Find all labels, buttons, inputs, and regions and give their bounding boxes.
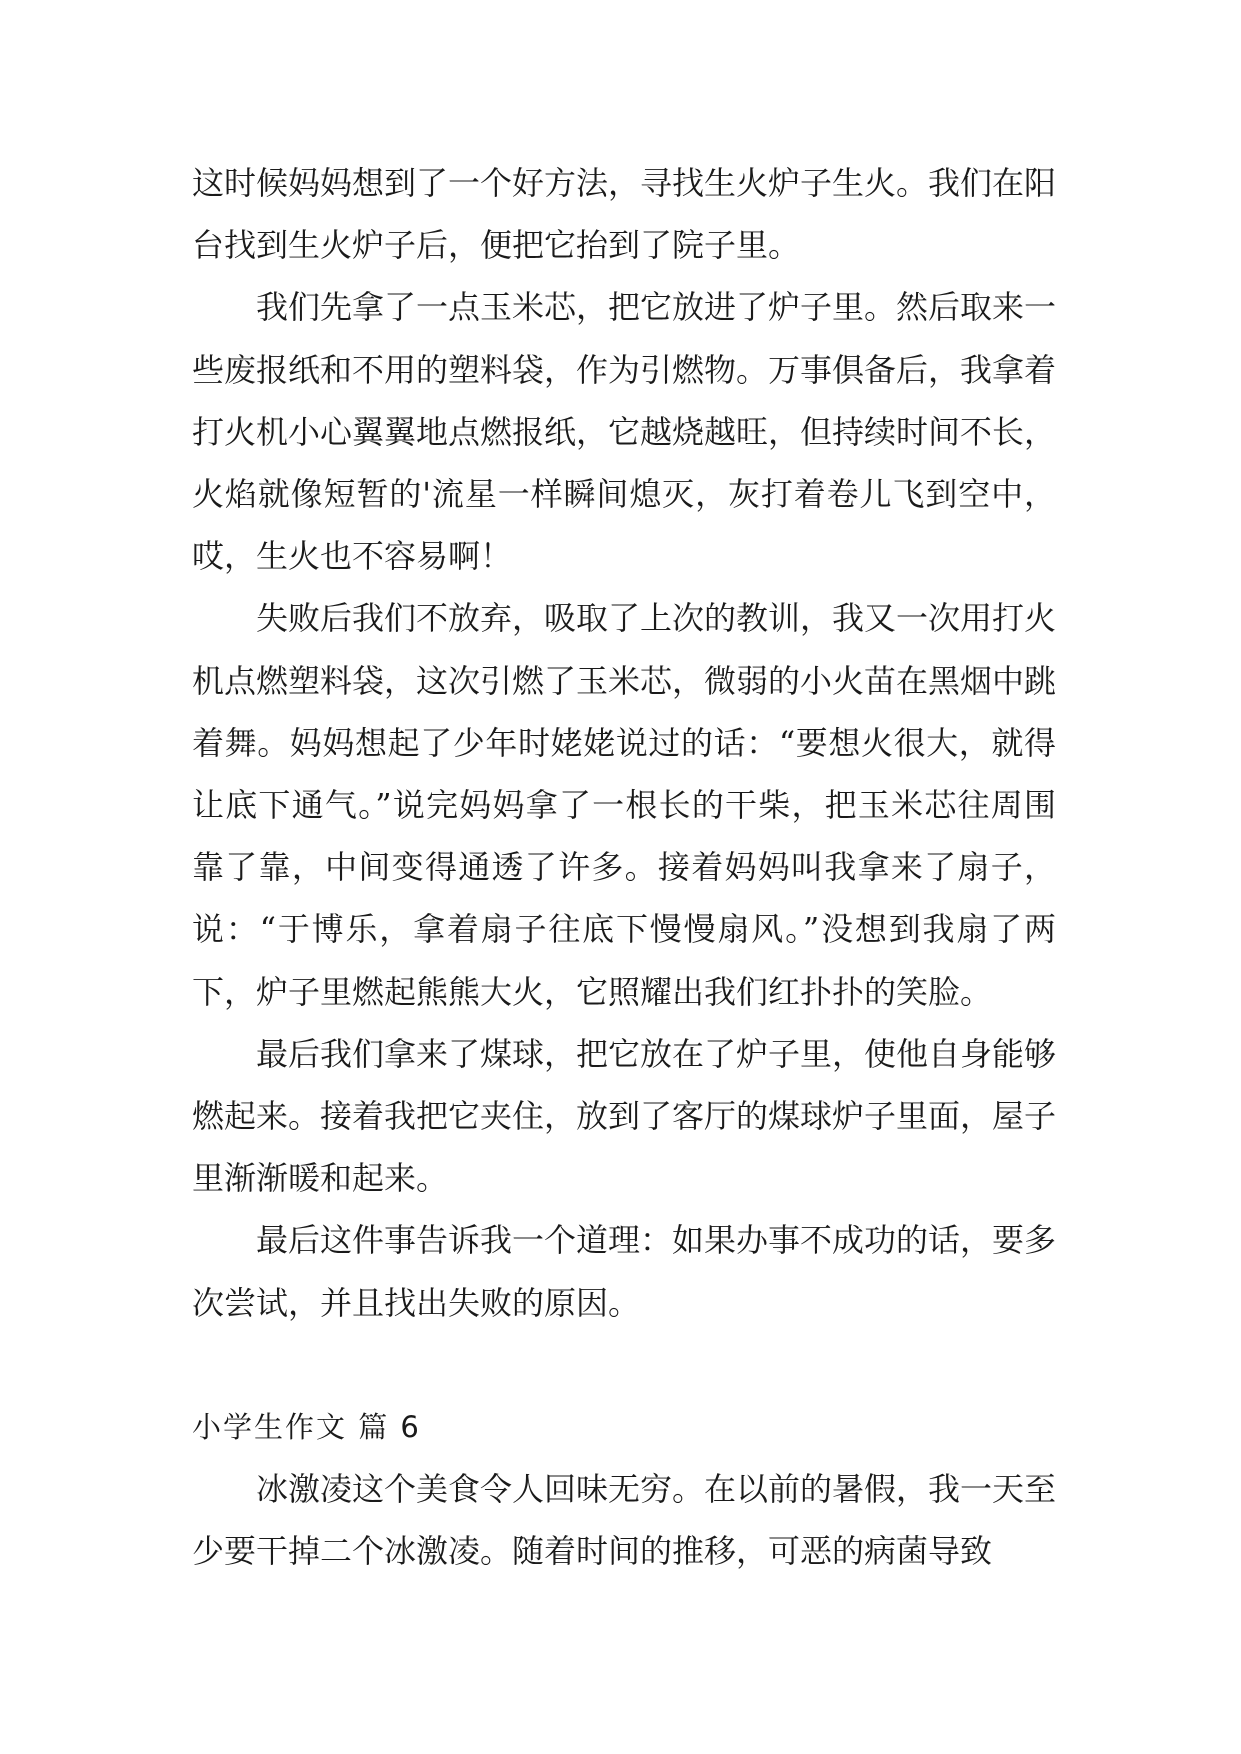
paragraph-3: 失败后我们不放弃，吸取了上次的教训，我又一次用打火机点燃塑料袋，这次引燃了玉米芯，微弱的小火苗在黑烟中跳着舞。妈妈想起了少年时姥姥说过的话：“要想火很大，就得让底下通气。”说完妈妈拿了一根长的干柴，把玉米芯往周围靠了靠，中间变得通透了许多。接着妈妈叫我拿来了扇子，说：“于博乐，拿着扇子往底下慢慢扇风。”没想到我扇了两下，炉子里燃起熊熊大火，它照耀出我们红扑扑的笑脸。 xyxy=(192,599,1057,1011)
section-paragraph-1: 冰激凌这个美食令人回味无穷。在以前的暑假，我一天至少要干掉二个冰激凌。随着时间的推移，可恶的病菌导致 xyxy=(192,1470,1057,1571)
paragraph-2: 我们先拿了一点玉米芯，把它放进了炉子里。然后取来一些废报纸和不用的塑料袋，作为引燃物。万事俱备后，我拿着打火机小心翼翼地点燃报纸，它越烧越旺，但持续时间不长，火焰就像短暂的'流星一样瞬间熄灭，灰打着卷儿飞到空中，哎，生火也不容易啊！ xyxy=(192,288,1057,576)
paragraph-5: 最后这件事告诉我一个道理：如果办事不成功的话，要多次尝试，并且找出失败的原因。 xyxy=(192,1221,1057,1322)
paragraph-4: 最后我们拿来了煤球，把它放在了炉子里，使他自身能够燃起来。接着我把它夹住，放到了客厅的煤球炉子里面，屋子里渐渐暖和起来。 xyxy=(192,1034,1057,1198)
paragraph-1: 这时候妈妈想到了一个好方法，寻找生火炉子生火。我们在阳台找到生火炉子后，便把它抬到了院子里。 xyxy=(192,164,1057,265)
document-page xyxy=(192,152,1056,1582)
section-heading: 小学生作文 篇 6 xyxy=(192,1409,421,1444)
